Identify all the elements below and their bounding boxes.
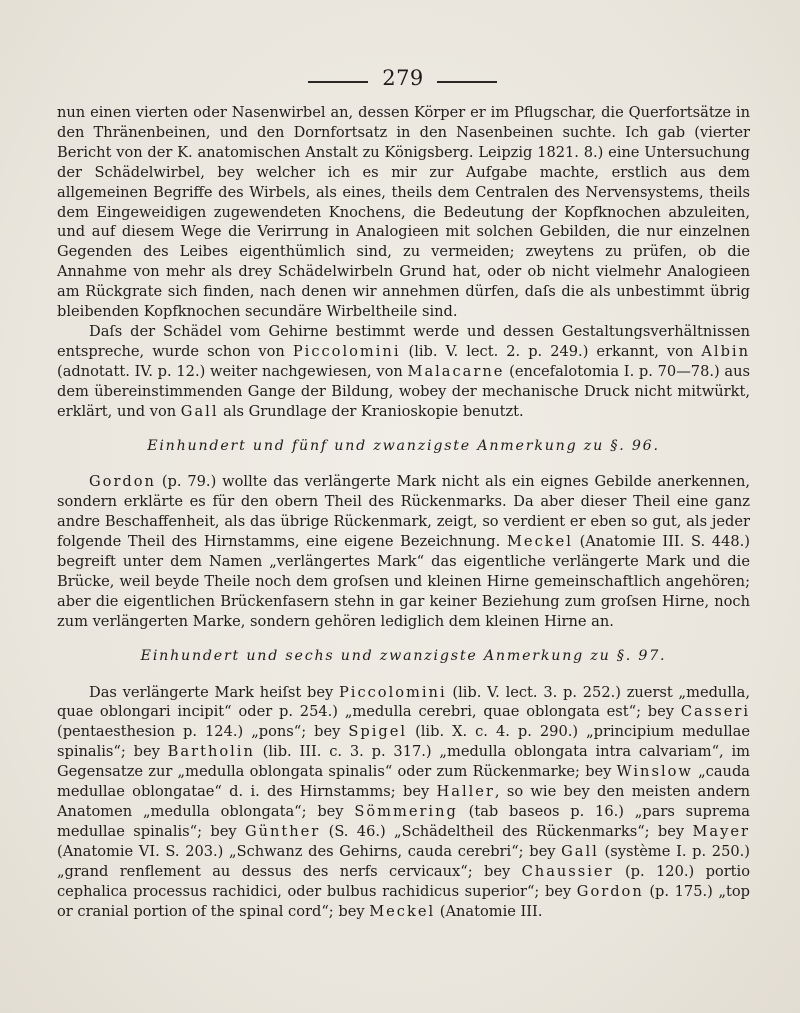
author-name: Piccolomini bbox=[338, 683, 447, 701]
page-number: 279 bbox=[382, 66, 424, 90]
text-span: (lib. V. lect. 2. p. 249.) erkannt, von bbox=[400, 342, 702, 360]
text-span: (encefalotomia I. p. 70—78.) aus dem übereinstimmenden Gange der Bildung, wobey der mechanische Druck nicht mitwürkt, erklärt, und von bbox=[57, 362, 751, 420]
author-name: Meckel bbox=[506, 533, 573, 551]
text-span: Das verlängerte Mark heiſst bey bbox=[89, 683, 339, 701]
author-name: Mayer bbox=[692, 822, 750, 840]
paragraph-medulla bbox=[57, 683, 750, 922]
author-name: Bartholin bbox=[167, 743, 255, 761]
section-heading-125: Einhundert und fünf und zwanzigste Anmerkung zu §. 96. bbox=[147, 437, 660, 454]
author-name: Chaussier bbox=[521, 862, 614, 880]
text-span: (p. 120.) portio cephalica processus rachidici, oder bulbus rachidicus superior“; bey bbox=[57, 862, 750, 900]
text-span: (Anatomie III. S. 448.) begreift unter dem Namen „verlängertes Mark“ das eigentliche verlängerte Mark und die Brücke, weil beyde Theile noch dem groſsen und kleinen Hirne gemeinschaftlich angehören; aber die eigentlichen Brückenfasern stehn in gar keiner Beziehung zum groſsen Hirne, noch zum verlängerten Marke, sondern gehören lediglich dem kleinen Hirne an. bbox=[57, 533, 750, 630]
author-name: Piccolomini bbox=[292, 342, 401, 360]
author-name: Winslow bbox=[616, 763, 693, 781]
author-name: Malacarne bbox=[407, 362, 505, 380]
author-name: Gordon bbox=[576, 882, 644, 900]
text-span: , so wie bey den meisten andern Anatomen „medulla oblongata“; bey bbox=[57, 783, 750, 820]
author-name: Gall bbox=[180, 402, 219, 420]
author-name: Haller bbox=[436, 783, 495, 801]
text-span: (tab baseos p. 16.) „pars suprema medullae spinalis“; bey bbox=[57, 803, 750, 840]
author-name: Sömmering bbox=[354, 803, 458, 820]
text-span: (pentaesthesion p. 124.) „pons“; bey bbox=[57, 723, 349, 741]
paragraph-continuation: nun einen vierten oder Nasenwirbel an, dessen Körper er im Pflugschar, die Querfortsätze in den Thränenbeinen, und den Dornfortsatz in den Nasenbeinen suchte. Ich gab (vierter Bericht von der K. anatomischen Anstalt zu Königsberg. Leipzig 1821. 8.) eine Untersuchung der Schädelwirbel, bey welcher ich es mir zur Aufgabe machte, erstlich aus dem allgemeinen Begriffe des Wirbels, als eines, theils dem Centralen des Nervensystems, theils dem Eingeweidigen zugewendeten Knochens, die Bedeutung der Kopfknochen abzuleiten, und auf diesem Wege die Verirrung in Analogieen mit solchen Gebilden, die nur einzelnen Gegenden des Leibes eigenthümlich sind, zu vermeiden; zweytens zu prüfen, ob die Annahme von mehr als drey Schädelwirbeln Grund hat, oder ob nicht vielmehr Analogieen am Rückgrate sich finden, nach denen wir annehmen dürfen, daſs die als unbestimmt übrig bleibenden Kopfknochen secundäre Wirbeltheile sind. bbox=[57, 104, 750, 321]
author-name: Günther bbox=[244, 822, 321, 840]
header-rule-right bbox=[437, 81, 497, 83]
text-span: „cauda medullae oblongatae“ d. i. des Hirnstamms; bey bbox=[57, 763, 750, 801]
text-span: (système I. p. 250.) „grand renflement au dessus des nerfs cervicaux“; bey bbox=[57, 842, 750, 880]
paragraph-gordon bbox=[57, 472, 750, 631]
body-text bbox=[57, 103, 750, 921]
text-span: (S. 46.) „Schädeltheil des Rückenmarks“; bey bbox=[320, 822, 693, 840]
text-span: Daſs der Schädel vom Gehirne bestimmt werde und dessen Gestaltungsverhältnissen entspreche, wurde schon von bbox=[57, 322, 750, 360]
header-rule-left bbox=[308, 81, 368, 83]
text-span: (lib. V. lect. 3. p. 252.) zuerst „medulla, quae oblongari incipit“ oder p. 254.) „medulla cerebri, quae oblongata est“; bey bbox=[57, 683, 750, 721]
text-span: (adnotatt. IV. p. 12.) weiter nachgewiesen, von bbox=[57, 362, 408, 380]
text-span: (Anatomie III. bbox=[435, 902, 543, 920]
text-span: (p. 79.) wollte das verlängerte Mark nicht als ein eignes Gebilde anerkennen, sondern erklärte es für den obern Theil des Rückenmarks. Da aber dieser Theil eine ganz andre Beschaffenheit, als das übrige Rückenmark, zeigt, so verdient er eben so gut, als jeder folgende Theil des Hirnstamms, eine eigene Bezeichnung. bbox=[57, 473, 750, 551]
author-name: Gall bbox=[561, 842, 599, 860]
author-name: Gordon bbox=[89, 473, 156, 491]
text-span: als Grundlage der Kranioskopie benutzt. bbox=[218, 402, 524, 420]
page-header bbox=[0, 64, 800, 96]
author-name: Casseri bbox=[680, 703, 750, 721]
section-heading-126: Einhundert und sechs und zwanzigste Anmerkung zu §. 97. bbox=[140, 647, 667, 664]
text-span: (lib. X. c. 4. p. 290.) „principium medullae spinalis“; bey bbox=[57, 723, 750, 761]
paragraph-skull-brain bbox=[57, 322, 750, 422]
author-name: Albin bbox=[701, 342, 750, 360]
text-span: (p. 175.) „top or cranial portion of the spinal cord“; bey bbox=[57, 882, 751, 920]
author-name: Spigel bbox=[348, 723, 408, 741]
text-span: (lib. III. c. 3. p. 317.) „medulla oblongata intra calvariam“, im Gegensatze zur „medulla oblongata spinalis“ oder zum Rückenmarke; bey bbox=[57, 743, 750, 781]
author-name: Meckel bbox=[369, 902, 436, 920]
text-span: (Anatomie VI. S. 203.) „Schwanz des Gehirns, cauda cerebri“; bey bbox=[57, 842, 562, 860]
